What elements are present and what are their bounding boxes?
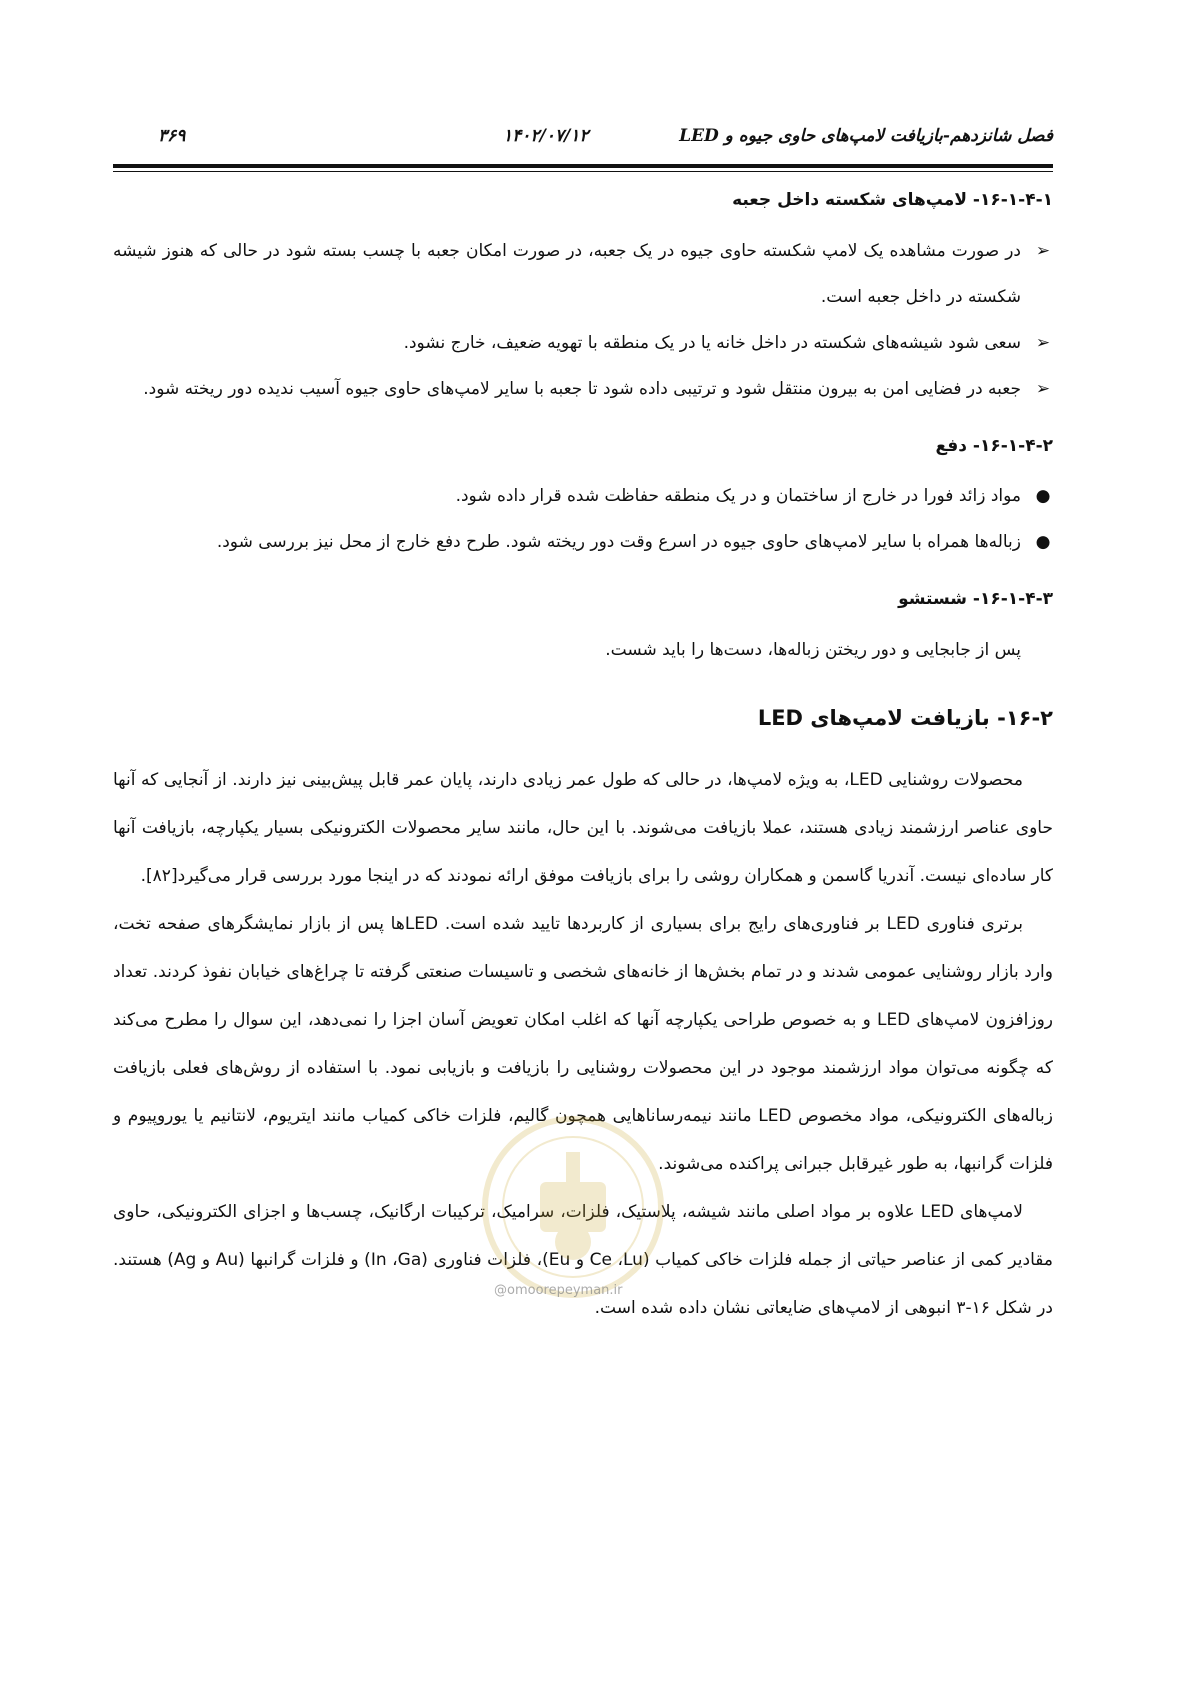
main-section-heading: ۱۶-۲- بازیافت لامپ‌های LED [757,705,1053,730]
list-item [113,366,1053,412]
section-heading: ۱۶-۱-۴-۱- لامپ‌های شکسته داخل جعبه [732,190,1053,210]
arrow-bullet-icon: ➢ [1035,240,1051,261]
arrow-list [113,228,1053,412]
paragraph: برتری فناوری LED بر فناوری‌های رایج برای بسیاری از کاربردها تایید شده است. LEDها پس از بازار نمایشگرهای صفحه تخت، وارد بازار روشنایی عمومی شدند و در تمام بخش‌ها از خانه‌های شخصی و تاسیسات صنعتی گرفته تا چراغ‌های خیابان نفوذ کردند. تعداد روزافزون لامپ‌های LED و به خصوص طراحی یکپارچه آنها که اغلب امکان تعویض آسان اجزا را نمی‌دهد، این سوال را مطرح می‌کند که چگونه می‌توان مواد ارزشمند موجود در این محصولات روشنایی را بازیافت و بازیابی نمود. با استفاده از روش‌های فعلی بازیافت زباله‌های الکترونیکی، مواد مخصوص LED مانند نیمه‌رساناهایی همچون گالیم، فلزات خاکی کمیاب مانند ایتریوم، لانتانیم یا یوروپیوم و فلزات گرانبها، به طور غیرقابل جبرانی پراکنده می‌شوند. [113,914,1054,1174]
section-heading: ۱۶-۱-۴-۳- شستشو [898,589,1053,609]
watermark-text: @omoorepeyman.ir [494,1283,623,1298]
header-rule-thick [113,164,1053,168]
chapter-title: فصل شانزدهم-بازیافت لامپ‌های حاوی جیوه و LED [679,126,1053,146]
section-text: پس از جابجایی و دور ریختن زباله‌ها، دست‌ها را باید شست. [605,639,1021,660]
list-item-text: زباله‌ها همراه با سایر لامپ‌های حاوی جیوه در اسرع وقت دور ریخته شود. طرح دفع خارج از محل نیز بررسی شود. [216,532,1021,552]
dot-bullet-icon: ● [1035,532,1051,552]
list-item-text: مواد زائد فورا در خارج از ساختمان و در یک منطقه حفاظت شده قرار داده شود. [455,486,1021,506]
list-item-text: در صورت مشاهده یک لامپ شکسته حاوی جیوه در یک جعبه، در صورت امکان جعبه با چسب بسته شود در حالی که هنوز شیشه شکسته در داخل جعبه است. [113,240,1021,307]
list-item [113,519,1053,565]
header-rule-thin [113,171,1053,172]
dot-list [113,473,1053,565]
paragraph: لامپ‌های LED علاوه بر مواد اصلی مانند شیشه، پلاستیک، فلزات، سرامیک، ترکیبات ارگانیک، چسب‌ها و اجزای الکترونیکی، حاوی مقادیر کمی از عناصر حیاتی از جمله فلزات خاکی کمیاب (Ce ،Lu و Eu)، فلزات فناوری (In ،Ga) و فلزات گرانبها (Au و Ag) هستند. در شکل ۱۶-۳ انبوهی از لامپ‌های ضایعاتی نشان داده شده است. [113,1202,1053,1318]
arrow-bullet-icon: ➢ [1035,378,1051,399]
page-content [113,188,1053,1332]
page-header [113,126,1053,156]
list-item [113,320,1053,366]
header-date: ۱۴۰۲/۰۷/۱۲ [503,126,589,146]
section-disposal [113,434,1053,566]
dot-bullet-icon: ● [1035,486,1051,506]
list-item-text: جعبه در فضایی امن به بیرون منتقل شود و ترتیبی داده شود تا جعبه با سایر لامپ‌های حاوی جیوه آسیب ندیده دور ریخته شود. [143,378,1021,399]
section-led-recycling [113,703,1053,1333]
arrow-bullet-icon: ➢ [1035,332,1051,353]
paragraph: محصولات روشنایی LED، به ویژه لامپ‌ها، در حالی که طول عمر زیادی دارند، پایان عمر قابل پیش‌بینی نیز دارند. از آنجایی که آنها حاوی عناصر ارزشمند زیادی هستند، عملا بازیافت می‌شوند. با این حال، مانند سایر محصولات الکترونیکی بسیار یکپارچه، بازیافت آنها کار ساده‌ای نیست. آندریا گاسمن و همکاران روشی را برای بازیافت موفق ارائه نمودند که در اینجا مورد بررسی قرار می‌گیرد[۸۲]. [113,770,1053,886]
section-heading: ۱۶-۱-۴-۲- دفع [935,435,1053,456]
list-item [113,473,1053,519]
list-item [113,228,1053,320]
section-washing [113,587,1053,673]
page-number: ۳۶۹ [158,126,186,146]
list-item-text: سعی شود شیشه‌های شکسته در داخل خانه یا در یک منطقه با تهویه ضعیف، خارج نشود. [403,332,1021,353]
section-broken-lamps [113,188,1053,412]
